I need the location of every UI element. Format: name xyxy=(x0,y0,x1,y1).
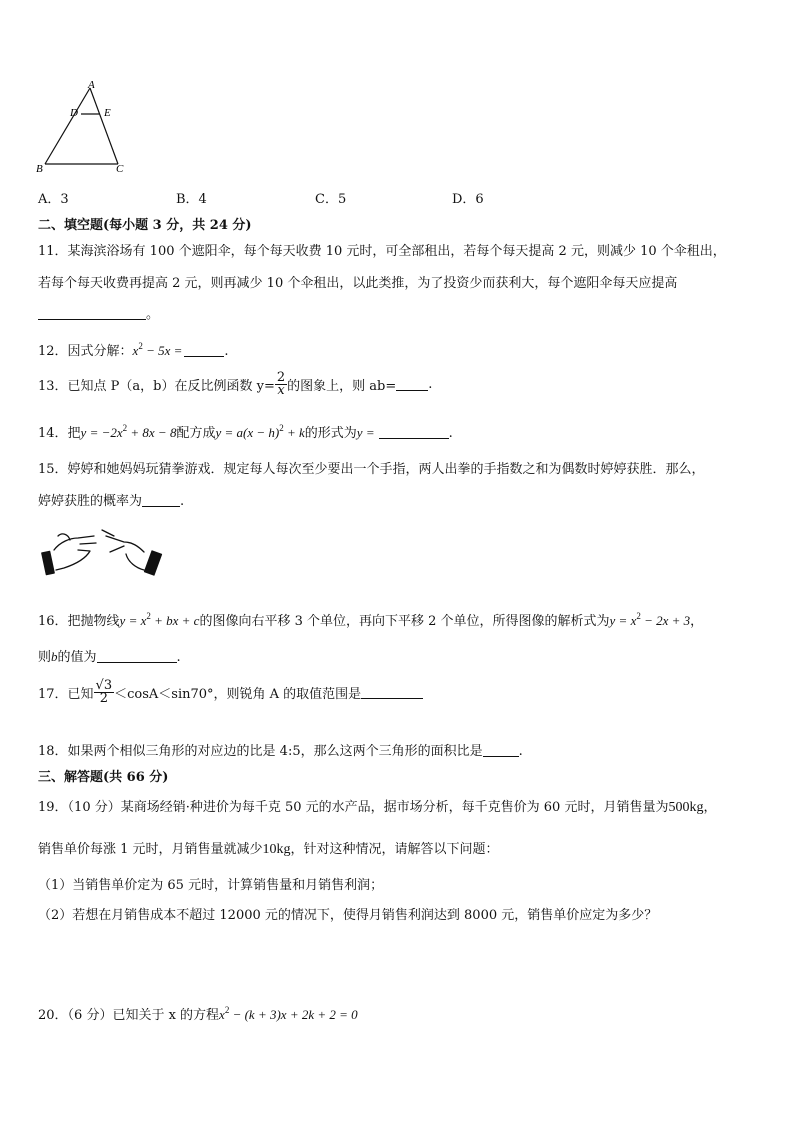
q11-blank xyxy=(38,307,146,320)
q19-line1-end: ， xyxy=(703,800,717,815)
q15-line2-text: 婷婷获胜的概率为 xyxy=(38,494,143,509)
q14-suffix: 的形式为 xyxy=(304,426,357,441)
q15-line2 xyxy=(38,490,184,509)
q16-expr1 xyxy=(120,613,200,628)
q14-expr3: y = xyxy=(356,425,375,440)
side-ac xyxy=(90,88,118,164)
q17-blank xyxy=(361,686,423,699)
q13 xyxy=(38,372,432,397)
q19-qty2: 10kg xyxy=(262,842,291,857)
q14-expr1 xyxy=(81,425,177,440)
q16-mid: 的图像向右平移 3 个单位，再向下平移 2 个单位，所得图像的解析式为 xyxy=(199,614,610,629)
right-hand-icon xyxy=(102,530,161,575)
option-c: C．5 xyxy=(315,192,347,207)
q17-fraction xyxy=(94,680,115,705)
label-a: A xyxy=(88,79,95,91)
q20-exp: 2 xyxy=(224,1005,230,1015)
label-e: E xyxy=(104,107,111,119)
q18-end: . xyxy=(518,744,523,759)
q19-sub1: （1）当销售单价定为 65 元时，计算销售量和月销售利润； xyxy=(38,878,384,893)
q18-text: 18．如果两个相似三角形的对应边的比是 4:5，那么这两个三角形的面积比是 xyxy=(38,744,483,759)
q16-prefix: 16．把抛物线 xyxy=(38,614,120,629)
q13-den: x xyxy=(277,383,285,398)
q11-line1: 11．某海滨浴场有 100 个遮阳伞，每个每天收费 10 元时，可全部租出，若每个每天提高 2 元，则减少 10 个伞租出， xyxy=(38,244,726,259)
q12-prefix: 12．因式分解： xyxy=(38,344,133,359)
q15-end: . xyxy=(180,494,185,509)
option-a: A．3 xyxy=(38,192,69,207)
q20 xyxy=(38,1004,358,1023)
q12-rest: − 5x = xyxy=(142,343,183,358)
q15-line1: 15．婷婷和她妈妈玩猜拳游戏．规定每人每次至少要出一个手指，两人出拳的手指数之和为偶数时婷婷获胜．那么， xyxy=(38,462,705,477)
q16-blank xyxy=(97,650,177,663)
q11-line2: 若每个每天收费再提高 2 元，则再减少 10 个伞租出，以此类推，为了投资少而获利大，每个遮阳伞每天应提高 xyxy=(38,276,678,291)
q14-exp2: 2 xyxy=(279,423,284,433)
q16-expr2-a: y = x xyxy=(609,613,637,628)
label-d: D xyxy=(70,107,78,119)
q13-blank xyxy=(396,378,428,391)
q12-end: . xyxy=(224,344,229,359)
q14-end: . xyxy=(448,426,453,441)
q16-end2: . xyxy=(176,650,181,665)
q16-expr1-b: + bx + c xyxy=(150,613,200,628)
q11-answer-line xyxy=(38,303,159,322)
q20-prefix: 20．（6 分）已知关于 x 的方程 xyxy=(38,1008,220,1023)
q19-line1 xyxy=(38,796,716,816)
q13-num: 2 xyxy=(276,370,286,385)
label-b: B xyxy=(36,163,43,175)
q14-expr1-a: y = −2x xyxy=(80,425,123,440)
q16-end1: ， xyxy=(690,614,704,629)
q17-suffix: ＜cosA＜sin70°，则锐角 A 的取值范围是 xyxy=(114,687,362,702)
q18 xyxy=(38,740,523,759)
q14-expr2 xyxy=(215,425,304,440)
q17-prefix: 17．已知 xyxy=(38,687,94,702)
q14 xyxy=(38,422,453,441)
q16-expr2-b: − 2x + 3 xyxy=(640,613,691,628)
q14-prefix: 14．把 xyxy=(38,426,81,441)
label-c: C xyxy=(116,163,124,175)
q15-blank xyxy=(142,494,180,507)
q12 xyxy=(38,340,229,359)
q16-exp1: 2 xyxy=(146,611,151,621)
q16-exp2: 2 xyxy=(636,611,641,621)
q14-mid: 配方成 xyxy=(176,426,216,441)
q19-line1-text: 19．（10 分）某商场经销·种进价为每千克 50 元的水产品，据市场分析，每千克售价为 60 元时，月销售量为 xyxy=(38,800,669,815)
q19-qty1: 500kg xyxy=(668,800,704,815)
q14-blank xyxy=(379,426,449,439)
q19-sub2: （2）若想在月销售成本不超过 12000 元的情况下，使得月销售利润达到 8000 元，销售单价应定为多少？ xyxy=(38,908,658,923)
side-ab xyxy=(45,88,90,164)
q20-rest: − (k + 3)x + 2k + 2 = 0 xyxy=(229,1007,358,1022)
hands-icon xyxy=(40,524,170,580)
q11-end: 。 xyxy=(146,307,160,322)
q12-x: x xyxy=(132,343,139,358)
q20-expr xyxy=(219,1007,358,1022)
q16-line2-prefix: 则 xyxy=(38,650,52,665)
q14-expr2-b: + k xyxy=(283,425,305,440)
q13-fraction xyxy=(275,372,287,397)
option-d: D．6 xyxy=(452,192,484,207)
section3-title: 三、解答题(共 66 分) xyxy=(38,770,169,785)
q16-line1 xyxy=(38,610,703,629)
q19-line2-text: 销售单价每涨 1 元时，月销售量就减少 xyxy=(38,842,263,857)
q19-line2-end: ，针对这种情况，请解答以下问题： xyxy=(290,842,499,857)
q17-den: 2 xyxy=(99,691,108,706)
q16-var-b: b xyxy=(51,649,58,664)
q14-expr2-a: y = a(x − h) xyxy=(215,425,280,440)
triangle-figure xyxy=(30,78,140,178)
q18-blank xyxy=(483,744,519,757)
q20-x: x xyxy=(219,1007,225,1022)
q14-exp1: 2 xyxy=(122,423,128,433)
q16-expr1-a: y = x xyxy=(119,613,147,628)
section2-title: 二、填空题(每小题 3 分，共 24 分) xyxy=(38,218,252,233)
q16-line2-suffix: 的值为 xyxy=(57,650,97,665)
left-hand-icon xyxy=(42,534,96,575)
q17 xyxy=(38,680,423,705)
q13-suffix: 的图象上，则 ab= xyxy=(287,379,397,394)
q12-blank xyxy=(184,344,224,357)
q19-line2 xyxy=(38,838,499,858)
q14-expr1-b: + 8x − 8 xyxy=(127,425,177,440)
q13-prefix: 13．已知点 P（a，b）在反比例函数 y= xyxy=(38,379,275,394)
q16-expr2 xyxy=(610,613,691,628)
q12-exp: 2 xyxy=(138,341,143,351)
q13-end: . xyxy=(428,377,433,392)
option-b: B．4 xyxy=(176,192,207,207)
q12-expr xyxy=(133,343,183,358)
q17-num: √3 xyxy=(95,678,113,693)
q16-line2 xyxy=(38,646,181,665)
